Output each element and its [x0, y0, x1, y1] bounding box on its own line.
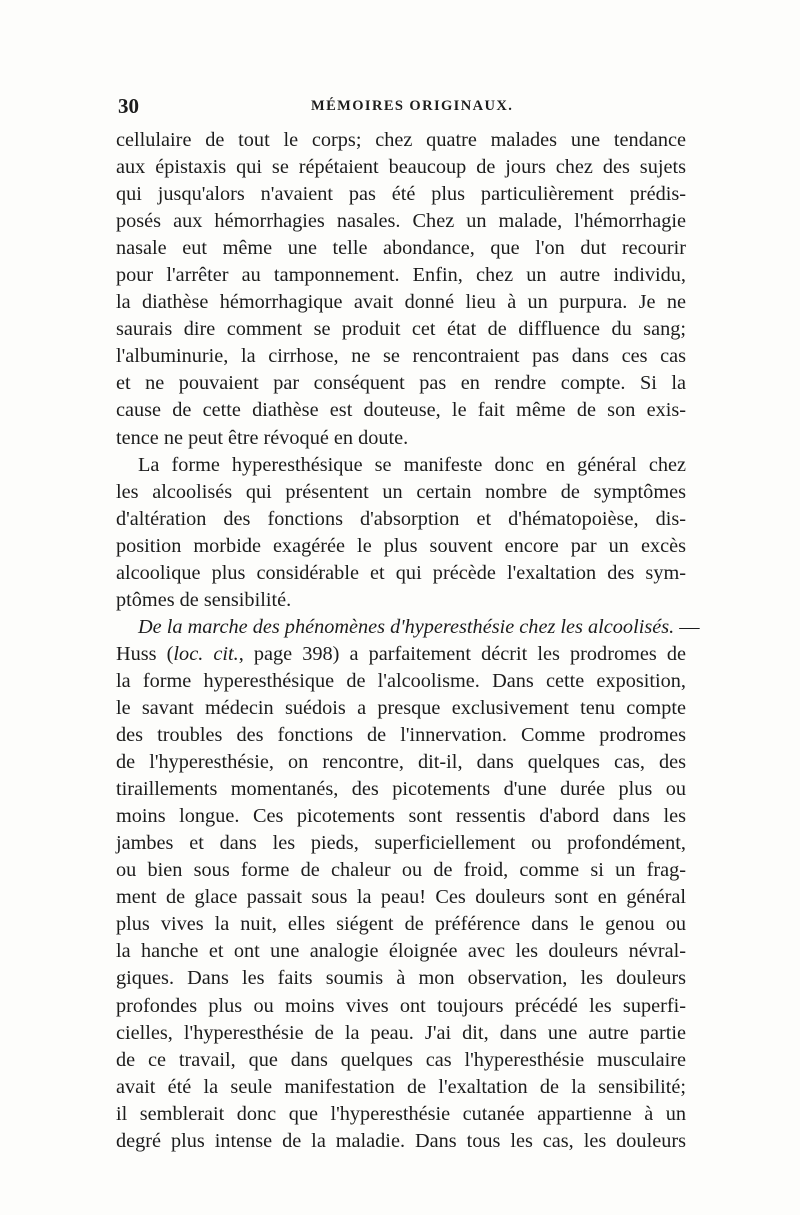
- text-line: profondes plus ou moins vives ont toujours précédé les superfi-: [116, 994, 686, 1017]
- text-line: cielles, l'hyperesthésie de la peau. J'ai dit, dans une autre partie: [116, 1021, 686, 1044]
- text-line: posés aux hémorrhagies nasales. Chez un malade, l'hémorrhagie: [116, 210, 686, 233]
- text-line: avait été la seule manifestation de l'exaltation de la sensibilité;: [116, 1075, 686, 1098]
- text-line: aux épistaxis qui se répétaient beaucoup de jours chez des sujets: [116, 156, 686, 179]
- text-line: pour l'arrêter au tamponnement. Enfin, chez un autre individu,: [116, 264, 686, 287]
- text-line: les alcoolisés qui présentent un certain nombre de symptômes: [116, 480, 686, 503]
- running-head: [116, 92, 684, 122]
- text-line: d'altération des fonctions d'absorption et d'hématopoièse, dis-: [116, 507, 686, 530]
- text-line: moins longue. Ces picotements sont ressentis d'abord dans les: [116, 805, 686, 828]
- text-line: ou bien sous forme de chaleur ou de froid, comme si un frag-: [116, 859, 686, 882]
- text-line: le savant médecin suédois a presque exclusivement tenu compte: [116, 696, 686, 719]
- text-line: la hanche et ont une analogie éloignée avec les douleurs névral-: [116, 940, 686, 963]
- text-line: position morbide exagérée le plus souvent encore par un excès: [116, 534, 686, 557]
- text-line: La forme hyperesthésique se manifeste donc en général chez: [138, 453, 686, 476]
- text-line: il semblerait donc que l'hyperesthésie cutanée appartienne à un: [116, 1102, 686, 1125]
- text-line: des troubles des fonctions de l'innervation. Comme prodromes: [116, 724, 686, 747]
- text-line: saurais dire comment se produit cet état de diffluence du sang;: [116, 318, 686, 341]
- body-text: [116, 127, 700, 1155]
- text-line: [116, 641, 686, 668]
- section-heading: De la marche des phénomènes d'hyperesthésie chez les alcoolisés.: [138, 615, 675, 638]
- text-line: ment de glace passait sous la peau! Ces douleurs sont en général: [116, 886, 686, 909]
- text-line: l'albuminurie, la cirrhose, ne se rencontraient pas dans ces cas: [116, 345, 686, 368]
- citation-loc-cit: loc. cit.: [173, 642, 239, 665]
- text-line: la diathèse hémorrhagique avait donné lieu à un purpura. Je ne: [116, 291, 686, 314]
- text-line: de l'hyperesthésie, on rencontre, dit-il, dans quelques cas, des: [116, 751, 686, 774]
- text-line: alcoolique plus considérable et qui précède l'exaltation des sym-: [116, 561, 686, 584]
- text-line: degré plus intense de la maladie. Dans tous les cas, les douleurs: [116, 1129, 686, 1152]
- citation-rest: , page 398) a parfaitement décrit les prodromes de: [238, 642, 686, 665]
- text-line: et ne pouvaient par conséquent pas en rendre compte. Si la: [116, 372, 686, 395]
- page-number: 30: [118, 94, 139, 118]
- text-line: cause de cette diathèse est douteuse, le fait même de son exis-: [116, 399, 686, 422]
- text-line: plus vives la nuit, elles siégent de préférence dans le genou ou: [116, 913, 686, 936]
- text-line: tence ne peut être révoqué en doute.: [116, 426, 409, 449]
- text-line: cellulaire de tout le corps; chez quatre malades une tendance: [116, 129, 686, 151]
- em-dash: —: [674, 615, 700, 638]
- text-line: tiraillements momentanés, des picotements d'une durée plus ou: [116, 778, 686, 801]
- text-line: qui jusqu'alors n'avaient pas été plus particulièrement prédis-: [116, 183, 686, 206]
- text-line: ptômes de sensibilité.: [116, 588, 292, 611]
- section-heading-line: [116, 614, 700, 641]
- citation-author: Huss (: [116, 642, 174, 665]
- text-line: la forme hyperesthésique de l'alcoolisme. Dans cette exposition,: [116, 669, 686, 692]
- text-line: de ce travail, que dans quelques cas l'hyperesthésie musculaire: [116, 1048, 686, 1071]
- text-line: jambes et dans les pieds, superficiellement ou profondément,: [116, 832, 686, 855]
- text-line: nasale eut même une telle abondance, que l'on dut recourir: [116, 237, 686, 260]
- running-title: MÉMOIRES ORIGINAUX.: [311, 98, 514, 114]
- text-line: giques. Dans les faits soumis à mon observation, les douleurs: [116, 967, 686, 990]
